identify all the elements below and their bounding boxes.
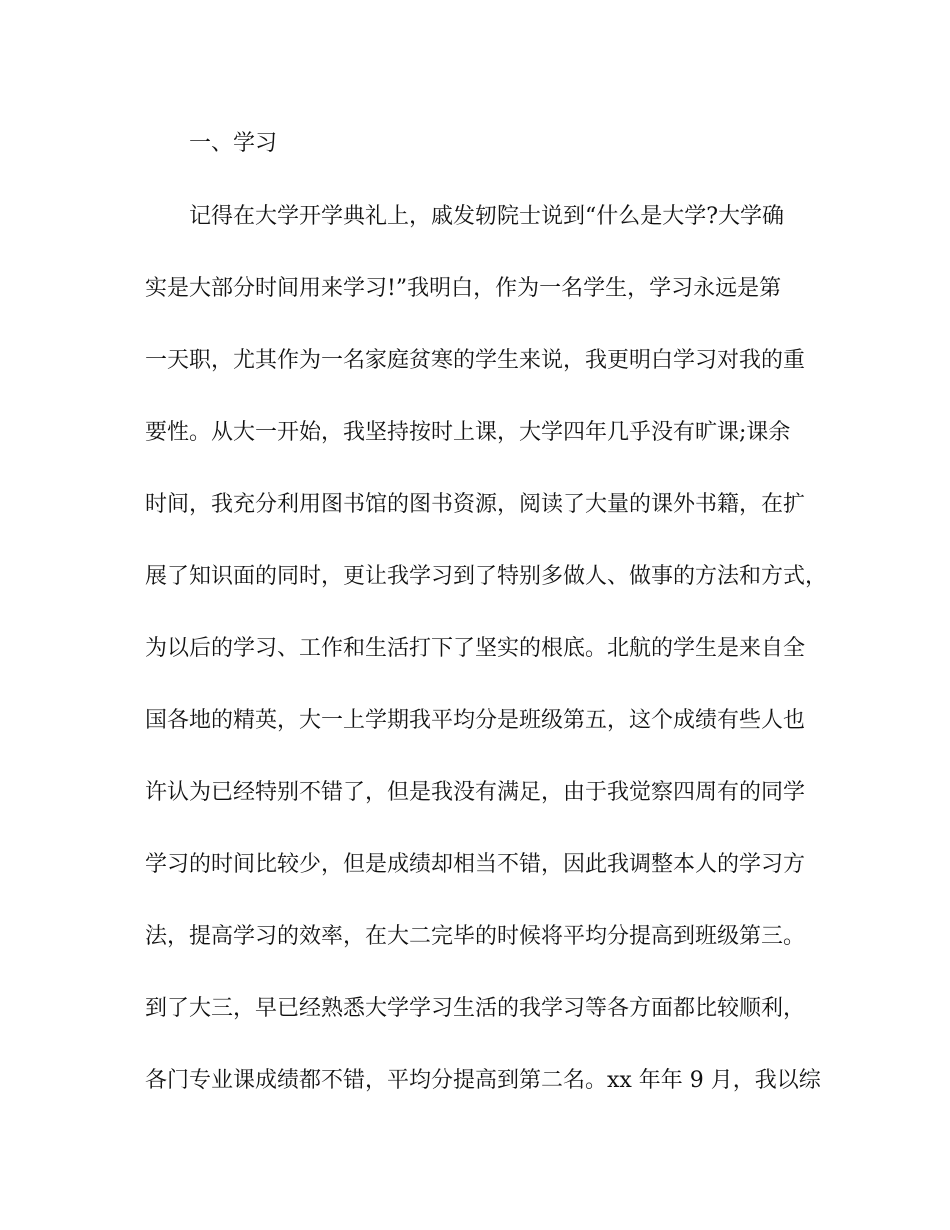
paragraph-line: 要性。从大一开始，我坚持按时上课，大学四年几乎没有旷课;课余 (145, 420, 791, 445)
section-heading: 一、学习 (189, 131, 278, 156)
paragraph-line: 到了大三，早已经熟悉大学学习生活的我学习等各方面都比较顺利， (145, 996, 806, 1021)
paragraph-line: 一天职，尤其作为一名家庭贫寒的学生来说，我更明白学习对我的重 (145, 348, 806, 373)
paragraph-line: 实是大部分时间用来学习!”我明白，作为一名学生，学习永远是第 (145, 276, 782, 301)
paragraph-line: 法，提高学习的效率，在大二完毕的时候将平均分提高到班级第三。 (145, 924, 806, 949)
paragraph-line: 记得在大学开学典礼上，戚发轫院士说到“什么是大学?大学确 (189, 204, 785, 229)
paragraph-line: 展了知识面的同时，更让我学习到了特别多做人、做事的方法和方式， (145, 564, 828, 589)
paragraph-line: 为以后的学习、工作和生活打下了坚实的根底。北航的学生是来自全 (145, 636, 806, 661)
paragraph-line: 学习的时间比较少，但是成绩却相当不错，因此我调整本人的学习方 (145, 852, 806, 877)
paragraph-line: 许认为已经特别不错了，但是我没有满足，由于我觉察四周有的同学 (145, 780, 806, 805)
paragraph-line: 国各地的精英，大一上学期我平均分是班级第五，这个成绩有些人也 (145, 708, 806, 733)
paragraph-line: 各门专业课成绩都不错，平均分提高到第二名。xx 年年 9 月，我以综 (145, 1068, 821, 1093)
paragraph-line: 时间，我充分利用图书馆的图书资源，阅读了大量的课外书籍，在扩 (145, 492, 806, 517)
